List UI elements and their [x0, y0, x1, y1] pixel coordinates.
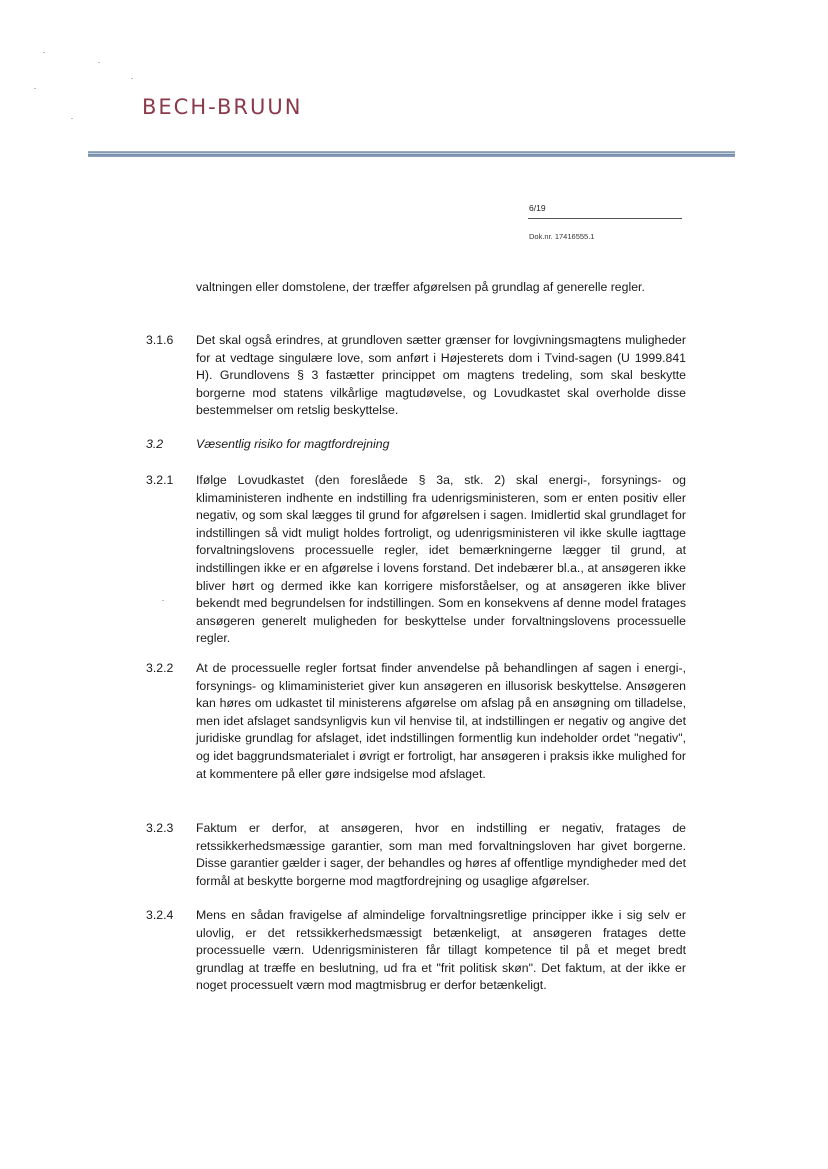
- page-number: 6/19: [529, 203, 546, 213]
- paragraph-3-1-6: [146, 332, 686, 420]
- scan-speck: [131, 78, 133, 79]
- page-number-divider: [528, 218, 682, 219]
- company-logo: BECH-BRUUN: [142, 95, 303, 119]
- paragraph-number: 3.2.3: [146, 821, 174, 835]
- paragraph-number: 3.2.1: [146, 473, 174, 487]
- paragraph-number: 3.1.6: [146, 333, 174, 347]
- paragraph-text: At de processuelle regler fortsat finder anvendelse på behandlingen af sagen i energi-, forsynings- og klimaministeriet giver kun ansøgeren en illusorisk beskyttelse. Ansøgeren kan høres om udkastet til ministerens afgørelse om afslag på en ansøgning om tilladelse, men idet afslaget sandsynligvis kun vil henvise til, at indstillingen er negativ og angive det juridiske grundlag for afslaget, idet indstillingen formentlig kun indeholder ordet "negativ", og idet baggrundsmaterialet i øvrigt er fortroligt, har ansøgeren i praksis ikke mulighed for at kommentere på eller gøre indsigelse mod afslaget.: [196, 661, 686, 781]
- paragraph-3-2-4: [146, 907, 686, 995]
- section-title: Væsentlig risiko for magtfordrejning: [196, 437, 390, 451]
- paragraph-text: Mens en sådan fravigelse af almindelige forvaltningsretlige principper ikke i sig selv er ulovlig, er det retssikkerhedsmæssigt betænkeligt, at ansøgeren fratages dette processuelle værn. Udenrigsministeren får tillagt kompetence til på et meget bredt grundlag at træffe en beslutning, ud fra et "frit politisk skøn". Det faktum, at der ikke er noget processuelt værn mod magtmisbrug er derfor betænkeligt.: [196, 908, 686, 993]
- document-number: Dok.nr. 17416555.1: [529, 232, 595, 241]
- paragraph-number: 3.2.4: [146, 908, 174, 922]
- paragraph-text: Faktum er derfor, at ansøgeren, hvor en indstilling er negativ, fratages de retssikkerhedsmæssige garantier, som man med forvaltningsloven har givet borgerne. Disse garantier gælder i sager, der behandles og høres af offentlige myndigheder med det formål at beskytte borgerne mod magtfordrejning og usaglige afgørelser.: [196, 821, 686, 888]
- section-number: 3.2: [146, 437, 164, 451]
- section-heading-3-2: [146, 436, 686, 454]
- intro-paragraph: [146, 279, 686, 297]
- paragraph-text: valtningen eller domstolene, der træffer afgørelsen på grundlag af generelle regler.: [196, 280, 645, 294]
- scan-speck: [43, 52, 45, 53]
- paragraph-number: 3.2.2: [146, 661, 174, 675]
- paragraph-text: Ifølge Lovudkastet (den foreslåede § 3a, stk. 2) skal energi-, forsynings- og klimaministeren indhente en indstilling fra udenrigsministeren, som er enten positiv eller negativ, og som skal lægges til grund for afgørelsen i sagen. Imidlertid skal grundlaget for indstillingen så vidt muligt holdes fortroligt, og udenrigsministeren vil ikke skulle iagttage forvaltningslovens processuelle regler, idet bemærkningerne lægger til grund, at indstillingen ikke er en afgørelse i lovens forstand. Det indebærer bl.a., at ansøgeren ikke bliver hørt og dermed ikke kan korrigere misforståelser, og at ansøgeren ikke bliver bekendt med begrundelsen for indstillingen. Som en konsekvens af denne model fratages ansøgeren generelt muligheden for beskyttelse under forvaltningslovens processuelle regler.: [196, 473, 686, 646]
- header-rule: [88, 151, 735, 157]
- scan-speck: [71, 118, 73, 119]
- scan-speck: [34, 88, 36, 89]
- paragraph-text: Det skal også erindres, at grundloven sætter grænser for lovgivningsmagtens muligheder for at vedtage singulære love, som anført i Højesterets dom i Tvind-sagen (U 1999.841 H). Grundlovens § 3 fastætter princippet om magtens tredeling, som skal beskytte borgerne mod statens vilkårlige magtudøvelse, og Lovudkastet skal overholde disse bestemmelser om retslig beskyttelse.: [196, 333, 686, 418]
- paragraph-3-2-1: [146, 472, 686, 648]
- paragraph-3-2-3: [146, 820, 686, 890]
- paragraph-3-2-2: [146, 660, 686, 783]
- scan-speck: [98, 62, 100, 63]
